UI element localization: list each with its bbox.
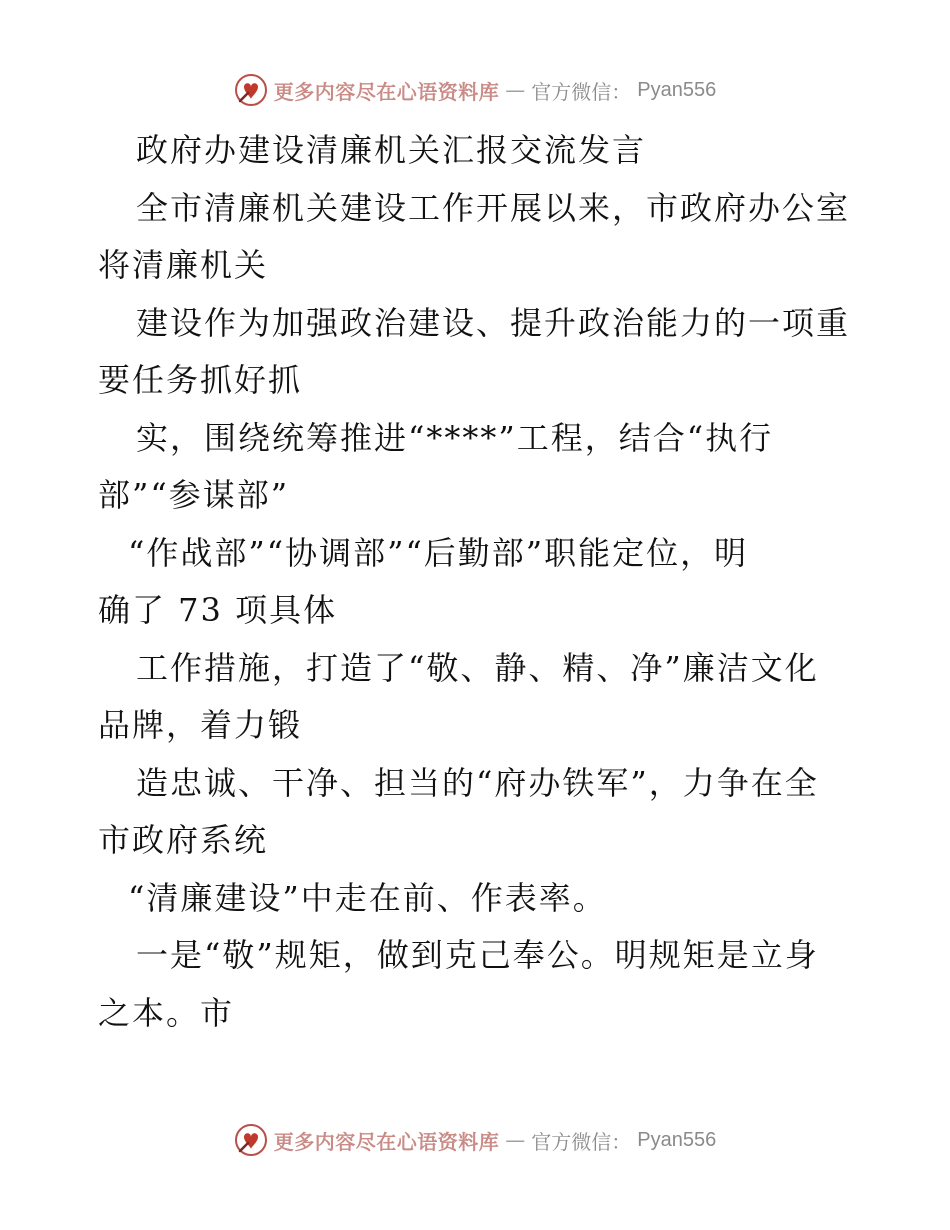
paragraph-line: 造忠诚、干净、担当的“府办铁军”，力争在全 bbox=[136, 763, 819, 802]
watermark-official-label: 官方微信： bbox=[531, 79, 632, 104]
heart-pen-logo-icon bbox=[234, 1123, 268, 1157]
watermark-brand-text: 更多内容尽在心语资料库 bbox=[273, 1129, 500, 1154]
watermark-separator: — bbox=[505, 78, 526, 102]
paragraph-line: “作战部”“协调部”“后勤部”职能定位，明 bbox=[128, 533, 749, 572]
paragraph-line: 将清廉机关 bbox=[98, 246, 269, 284]
header-watermark bbox=[0, 70, 950, 110]
paragraph-line: 要任务抓好抓 bbox=[98, 361, 303, 399]
watermark-account: Pyan556 bbox=[637, 1128, 717, 1151]
paragraph-line: 确了 73 项具体 bbox=[98, 591, 338, 629]
paragraph-line: 之本。市 bbox=[98, 993, 235, 1032]
footer-watermark bbox=[0, 1120, 950, 1160]
watermark-account: Pyan556 bbox=[637, 78, 717, 101]
paragraph-line: 部”“参谋部” bbox=[98, 476, 290, 514]
watermark-brand-text: 更多内容尽在心语资料库 bbox=[273, 79, 500, 104]
paragraph-line: “清廉建设”中走在前、作表率。 bbox=[128, 878, 607, 917]
paragraph-line: 建设作为加强政治建设、提升政治能力的一项重 bbox=[136, 303, 851, 342]
watermark-separator: — bbox=[505, 1128, 526, 1152]
paragraph-line: 实，围绕统筹推进“****”工程，结合“执行 bbox=[136, 418, 774, 457]
paragraph-line: 市政府系统 bbox=[98, 821, 269, 859]
paragraph-line: 一是“敬”规矩，做到克己奉公。明规矩是立身 bbox=[136, 936, 819, 974]
heart-pen-logo-icon bbox=[234, 73, 268, 107]
document-title: 政府办建设清廉机关汇报交流发言 bbox=[136, 131, 647, 169]
document-body bbox=[98, 122, 858, 1042]
paragraph-line: 全市清廉机关建设工作开展以来，市政府办公室 bbox=[136, 188, 851, 227]
paragraph-line: 工作措施，打造了“敬、静、精、净”廉洁文化 bbox=[136, 648, 819, 687]
watermark-official-label: 官方微信： bbox=[531, 1129, 632, 1154]
paragraph-line: 品牌，着力锻 bbox=[98, 706, 303, 744]
